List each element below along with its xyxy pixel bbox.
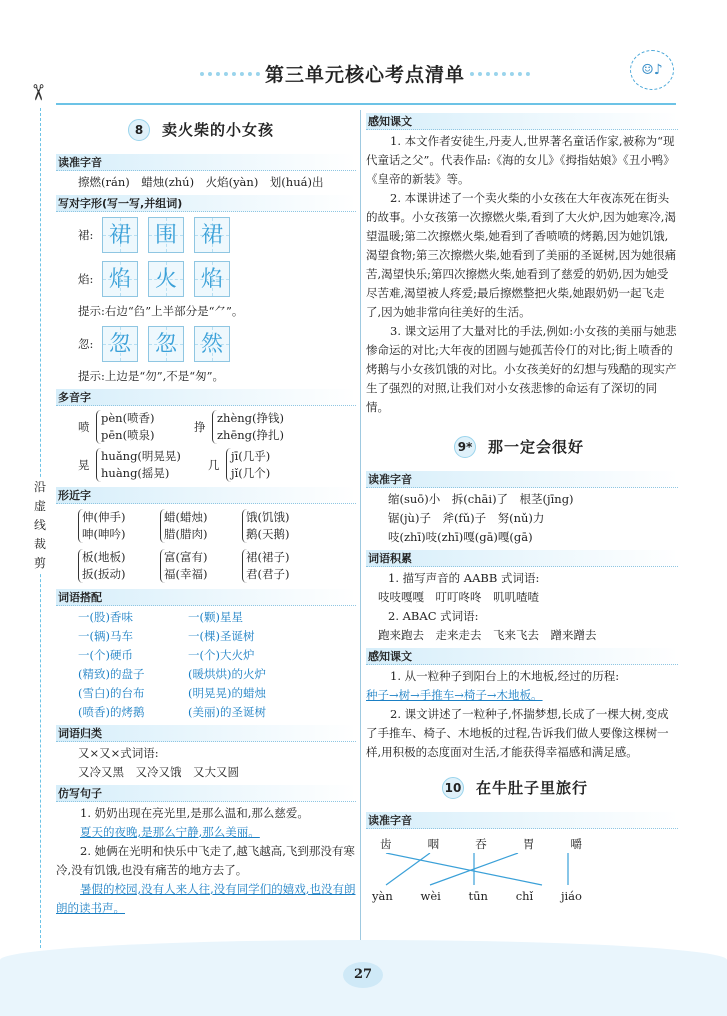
imitation-answer-2: 暑假的校园,没有人来人往,没有同学们的嬉戏,也没有朗朗的读书声。 (56, 882, 356, 915)
column-divider (360, 110, 361, 948)
hint-text: 提示:上边是“勿”,不是“匆”。 (78, 369, 225, 383)
left-column (56, 110, 356, 918)
lesson-number: 9* (454, 436, 476, 458)
lesson-title: 在牛肚子里旅行 (476, 778, 589, 797)
match-item: 一(个)硬币 (78, 648, 133, 662)
lesson-number: 8 (128, 119, 150, 141)
pronunciation-line: 缩(suō)小 拆(chāi)了 根茎(jīng) (388, 492, 574, 506)
text-paragraph-1: 1. 本文作者安徒生,丹麦人,世界著名童话作家,被称为“现代童话之父”。代表作品:《海的女儿》《拇指姑娘》《丑小鸭》《皇帝的新装》等。 (366, 134, 675, 186)
header-divider (56, 103, 676, 105)
pinyin-row-bottom (372, 887, 582, 906)
side-cut-label: 沿虚线裁剪 (32, 478, 48, 573)
section-word-matching: 词语搭配 (56, 589, 356, 606)
hint-text: 提示:右边“臽”上半部分是“⺈”。 (78, 304, 244, 318)
match-line (386, 853, 542, 885)
polyphone-row (56, 408, 356, 446)
match-item: 一(股)香味 (78, 610, 133, 624)
matching-grid (56, 608, 356, 722)
cartoon-logo-icon: ☺♪ (630, 50, 674, 90)
section-text-understanding: 感知课文 (366, 648, 678, 665)
pronunciation-line: 锯(jù)子 斧(fǔ)子 努(nǔ)力 (388, 511, 545, 525)
char-row (56, 323, 356, 365)
section-pronunciation: 读准字音 (366, 471, 678, 488)
text-paragraph-3: 3. 课文运用了大量对比的手法,例如:小女孩的美丽与她悲惨命运的对比;大年夜的团圆与她孤苦伶仃的对比;街上喷香的烤鹅与小女孩饥饿的对比。小女孩美好的幻想与残酷的现实产生了强烈的对照,让我们对小女孩悲惨的命运有了深切的同情。 (366, 324, 677, 414)
similar-pair: 伸(伸手) 呻(呻吟) (78, 509, 160, 543)
poly-bracket: jī(几乎) jǐ(几个) (226, 448, 270, 482)
word-list: 跑来跑去 走来走去 飞来飞去 蹭来蹭去 (378, 628, 597, 642)
match-item: (美丽)的圣诞树 (188, 705, 266, 719)
char-label: 忽: (78, 336, 94, 351)
section-imitation: 仿写句子 (56, 785, 356, 802)
pronunciation-line: 吱(zhī)吱(zhī)嘎(gā)嘎(gā) (388, 530, 533, 544)
right-column (366, 110, 678, 911)
match-pinyin: wèi (420, 889, 441, 903)
char-box: 然 (194, 326, 230, 362)
char-box: 忽 (102, 326, 138, 362)
char-box: 围 (148, 217, 184, 253)
text-paragraph-2: 2. 本课讲述了一个卖火柴的小女孩在大年夜冻死在街头的故事。小女孩第一次擦燃火柴,看到了大火炉,因为她寒冷,渴望温暖;第二次擦燃火柴,她看到了香喷喷的烤鹅,因为她饥饿,渴望食物;第三次擦燃火柴,她看到了美丽的圣诞树,因为她很痛苦,渴望快乐;第四次擦燃火柴,她看到了慈爱的奶奶,因为她受尽苦难,渴望被人疼爱;最后擦燃整把火柴,她跟奶奶一起飞走了,因为她非常向往美好的生活。 (366, 191, 677, 319)
class-intro: 又×又×式词语: (78, 746, 159, 760)
section-word-classification: 词语归类 (56, 725, 356, 742)
page-title: 第三单元核心考点清单 (264, 64, 465, 86)
match-char: 嚼 (570, 837, 582, 851)
imitation-sentence-2: 2. 她俩在光明和快乐中飞走了,越飞越高,飞到那没有寒冷,没有饥饿,也没有痛苦的地方去了。 (56, 844, 355, 877)
poly-bracket: huǎng(明晃晃) huàng(摇晃) (96, 448, 200, 482)
imitation-answer-1: 夏天的夜晚,是那么宁静,那么美丽。 (80, 825, 260, 839)
page-number: 27 (343, 962, 383, 988)
match-char: 咽 (427, 837, 440, 851)
match-item: 一(颗)星星 (188, 610, 243, 624)
word-intro: 2. ABAC 式词语: (388, 609, 479, 623)
char-box: 焰 (194, 261, 230, 297)
pinyin-matching (372, 831, 678, 911)
section-similar-chars: 形近字 (56, 487, 356, 504)
match-item: 一(个)大火炉 (188, 648, 255, 662)
matching-lines (372, 853, 592, 887)
lesson-title: 卖火柴的小女孩 (162, 120, 275, 139)
match-char: 齿 (380, 837, 392, 851)
char-row (56, 214, 356, 256)
match-pinyin: yàn (372, 889, 393, 903)
char-label: 裙: (78, 227, 94, 242)
poly-char: 几 (208, 457, 220, 472)
match-item: (明晃晃)的蜡烛 (188, 686, 266, 700)
similar-pair: 板(地板) 扳(扳动) (78, 549, 160, 583)
growth-chain: 种子→树→手推车→椅子→木地板。 (366, 688, 543, 702)
match-char: 胃 (522, 837, 535, 851)
poly-bracket: zhèng(挣钱) zhēng(挣扎) (212, 410, 284, 444)
char-row (56, 258, 356, 300)
match-item: (喷香)的烤鹅 (78, 705, 145, 719)
section-pronunciation: 读准字音 (366, 812, 678, 829)
char-box: 焰 (102, 261, 138, 297)
header-dots-right (470, 72, 530, 76)
similar-row (56, 506, 356, 546)
text-paragraph: 2. 课文讲述了一粒种子,怀揣梦想,长成了一棵大树,变成了手推车、椅子、木地板的过程,告诉我们做人要像这棵树一样,用积极的态度面对生活,才能获得幸福感和满足感。 (366, 707, 669, 759)
char-row-top (372, 835, 582, 854)
match-item: (暖烘烘)的火炉 (188, 667, 266, 681)
class-words: 又冷又黑 又冷又饿 又大又圆 (78, 765, 239, 779)
imitation-sentence-1: 1. 奶奶出现在亮光里,是那么温和,那么慈爱。 (80, 806, 309, 820)
poly-char: 喷 (78, 419, 90, 434)
char-box: 火 (148, 261, 184, 297)
scissors-icon: ✂ (24, 83, 50, 102)
char-box: 裙 (194, 217, 230, 253)
lesson-8-heading (56, 114, 356, 146)
lesson-number: 10 (442, 777, 464, 799)
similar-pair: 裙(裙子) 君(君子) (242, 549, 324, 583)
lesson-title: 那一定会很好 (488, 437, 585, 456)
similar-pair: 饿(饥饿) 鹅(天鹅) (242, 509, 324, 543)
similar-pair: 富(富有) 福(幸福) (160, 549, 242, 583)
poly-char: 挣 (194, 419, 206, 434)
match-pinyin: chǐ (515, 889, 534, 903)
char-box: 忽 (148, 326, 184, 362)
poly-bracket: pèn(喷香) pēn(喷泉) (96, 410, 186, 444)
match-char: 吞 (475, 837, 487, 851)
lesson-9-heading (366, 431, 678, 463)
section-word-accumulation: 词语积累 (366, 550, 678, 567)
section-pronunciation: 读准字音 (56, 154, 356, 171)
text-paragraph: 1. 从一粒种子到阳台上的木地板,经过的历程: (390, 669, 620, 683)
similar-row (56, 546, 356, 586)
match-item: 一(棵)圣诞树 (188, 629, 255, 643)
section-polyphones: 多音字 (56, 389, 356, 406)
lesson-10-heading (366, 772, 678, 804)
polyphone-row (56, 446, 356, 484)
word-intro: 1. 描写声音的 AABB 式词语: (388, 571, 540, 585)
match-item: 一(辆)马车 (78, 629, 133, 643)
pronunciation-line: 擦燃(rán) 蜡烛(zhú) 火焰(yàn) 划(huá)出 (78, 175, 324, 189)
section-text-understanding: 感知课文 (366, 113, 678, 130)
match-item: (精致)的盘子 (78, 667, 145, 681)
page-header (0, 0, 727, 110)
char-box: 裙 (102, 217, 138, 253)
poly-char: 晃 (78, 457, 90, 472)
similar-pair: 蜡(蜡烛) 腊(腊肉) (160, 509, 242, 543)
match-item: (雪白)的台布 (78, 686, 145, 700)
word-list: 吱吱嘎嘎 叮叮咚咚 叽叽喳喳 (378, 590, 539, 604)
char-label: 焰: (78, 271, 94, 286)
match-pinyin: tūn (468, 889, 488, 903)
section-write-characters: 写对字形(写一写,并组词) (56, 195, 356, 212)
match-pinyin: jiáo (560, 889, 582, 903)
